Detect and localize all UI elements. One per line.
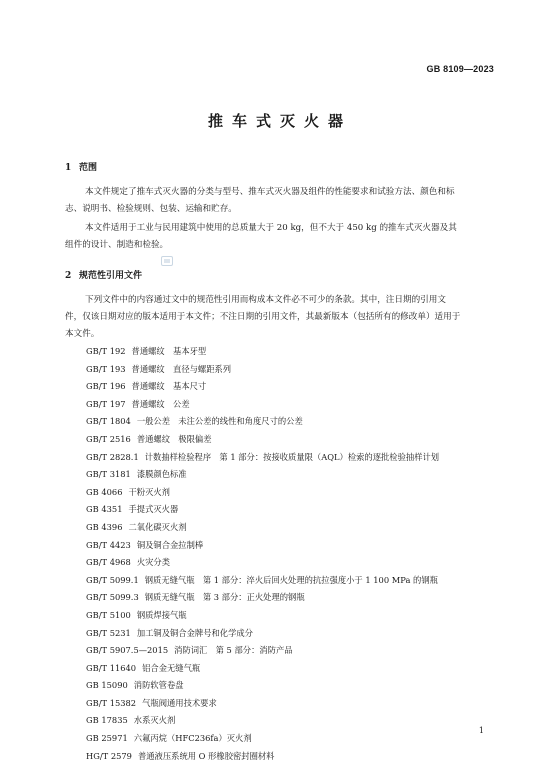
reference-item bbox=[86, 695, 439, 713]
reference-code: GB/T 193 bbox=[86, 363, 126, 374]
reference-title: 消防软管卷盘 bbox=[133, 680, 184, 691]
section-title: 范围 bbox=[79, 163, 98, 173]
reference-title: 普通螺纹 基本牙型 bbox=[131, 346, 207, 356]
reference-item bbox=[86, 343, 439, 361]
reference-code: GB/T 5907.5—2015 bbox=[86, 645, 169, 656]
reference-code: GB 4351 bbox=[86, 504, 123, 515]
reference-title: 一般公差 未注公差的线性和角度尺寸的公差 bbox=[136, 416, 303, 427]
reference-item bbox=[86, 396, 439, 414]
paragraph-line: 件，仅该日期对应的版本适用于本文件；不注日期的引用文件，其最新版本（包括所有的修改单）适用于 bbox=[65, 312, 461, 322]
reference-item bbox=[86, 712, 439, 730]
reference-code: GB/T 3181 bbox=[86, 469, 131, 480]
paragraph-line: 下列文件中的内容通过文中的规范性引用而构成本文件必不可少的条款。其中，注日期的引用文 bbox=[85, 295, 446, 305]
reference-code: GB/T 2516 bbox=[86, 433, 131, 444]
reference-list bbox=[86, 343, 439, 765]
paragraph bbox=[65, 220, 495, 254]
reference-code: GB 4066 bbox=[86, 486, 123, 497]
reference-title: 气瓶阀通用技术要求 bbox=[142, 697, 217, 708]
reference-code: GB/T 4423 bbox=[86, 539, 131, 550]
reference-item bbox=[86, 642, 439, 660]
reference-code: GB/T 1804 bbox=[86, 416, 131, 427]
reference-code: GB/T 5099.3 bbox=[86, 592, 139, 603]
reference-title: 钢质无缝气瓶 第 3 部分：正火处理的钢瓶 bbox=[144, 592, 305, 603]
reference-title: 水系灭火剂 bbox=[133, 715, 176, 726]
reference-item bbox=[86, 537, 439, 555]
paragraph-line: 组件的设计、制造和检验。 bbox=[65, 240, 169, 250]
reference-item bbox=[86, 607, 439, 625]
section-heading bbox=[65, 268, 142, 281]
reference-item bbox=[86, 748, 439, 766]
reference-item bbox=[86, 361, 439, 379]
reference-code: GB/T 4968 bbox=[86, 557, 131, 568]
reference-item bbox=[86, 572, 439, 590]
reference-title: 铝合金无缝气瓶 bbox=[142, 662, 201, 673]
reference-title: 铜及铜合金拉制棒 bbox=[136, 539, 204, 550]
reference-item bbox=[86, 589, 439, 607]
standard-code: GB 8109—2023 bbox=[426, 64, 494, 74]
reference-code: HG/T 2579 bbox=[86, 750, 132, 761]
stamp-icon bbox=[161, 256, 173, 266]
reference-code: GB 4396 bbox=[86, 521, 123, 532]
reference-code: GB 25971 bbox=[86, 733, 128, 744]
reference-code: GB/T 196 bbox=[86, 381, 126, 392]
section-number: 2 bbox=[65, 271, 72, 281]
page-number: 1 bbox=[478, 726, 484, 735]
reference-item bbox=[86, 730, 439, 748]
reference-title: 普通螺纹 直径与螺距系列 bbox=[131, 363, 232, 374]
reference-item bbox=[86, 449, 439, 467]
reference-item bbox=[86, 625, 439, 643]
reference-item bbox=[86, 519, 439, 537]
section-heading bbox=[65, 160, 97, 173]
section-number: 1 bbox=[65, 163, 72, 173]
reference-code: GB/T 197 bbox=[86, 398, 126, 409]
reference-title: 漆膜颜色标准 bbox=[136, 469, 187, 480]
paragraph-line: 本文件规定了推车式灭火器的分类与型号、推车式灭火器及组件的性能要求和试验方法、颜色和标 bbox=[85, 187, 455, 197]
reference-code: GB/T 5231 bbox=[86, 627, 131, 638]
reference-title: 火灾分类 bbox=[136, 557, 171, 568]
reference-item bbox=[86, 501, 439, 519]
reference-title: 普通螺纹 公差 bbox=[131, 398, 190, 409]
paragraph-line: 本文件。 bbox=[65, 329, 100, 339]
reference-code: GB 15090 bbox=[86, 680, 128, 691]
section-title: 规范性引用文件 bbox=[79, 271, 143, 281]
reference-code: GB/T 5099.1 bbox=[86, 574, 139, 585]
reference-title: 钢质焊接气瓶 bbox=[136, 609, 187, 620]
reference-item bbox=[86, 484, 439, 502]
reference-title: 钢质无缝气瓶 第 1 部分：淬火后回火处理的抗拉强度小于 1 100 MPa 的钢瓶 bbox=[144, 574, 438, 585]
reference-title: 计数抽样检验程序 第 1 部分：按接收质量限（AQL）检索的逐批检验抽样计划 bbox=[144, 451, 440, 462]
reference-code: GB/T 15382 bbox=[86, 697, 137, 708]
paragraph-line: 志、说明书、检验规则、包装、运输和贮存。 bbox=[65, 204, 237, 214]
paragraph bbox=[65, 184, 495, 218]
reference-title: 手提式灭火器 bbox=[128, 504, 179, 515]
document-title: 推车式灭火器 bbox=[207, 112, 352, 130]
reference-title: 普通液压系统用 O 形橡胶密封圈材料 bbox=[137, 750, 275, 761]
reference-code: GB/T 5100 bbox=[86, 609, 131, 620]
paragraph bbox=[65, 292, 495, 343]
reference-code: GB 17835 bbox=[86, 715, 128, 726]
reference-title: 消防词汇 第 5 部分：消防产品 bbox=[174, 645, 293, 656]
reference-item bbox=[86, 378, 439, 396]
reference-title: 干粉灭火剂 bbox=[128, 486, 170, 497]
reference-item bbox=[86, 413, 439, 431]
paragraph-line: 本文件适用于工业与民用建筑中使用的总质量大于 20 kg，但不大于 450 kg 的推车式灭火器及其 bbox=[85, 223, 457, 233]
reference-title: 六氟丙烷（HFC236fa）灭火剂 bbox=[133, 733, 252, 744]
reference-item bbox=[86, 677, 439, 695]
reference-item bbox=[86, 466, 439, 484]
reference-code: GB/T 2828.1 bbox=[86, 451, 139, 462]
reference-code: GB/T 11640 bbox=[86, 662, 137, 673]
reference-item bbox=[86, 660, 439, 678]
reference-title: 二氧化碳灭火剂 bbox=[128, 521, 187, 532]
reference-item bbox=[86, 431, 439, 449]
reference-code: GB/T 192 bbox=[86, 346, 126, 356]
reference-title: 普通螺纹 基本尺寸 bbox=[131, 381, 207, 392]
reference-title: 加工铜及铜合金牌号和化学成分 bbox=[136, 627, 253, 638]
reference-item bbox=[86, 554, 439, 572]
reference-title: 普通螺纹 极限偏差 bbox=[136, 433, 212, 444]
